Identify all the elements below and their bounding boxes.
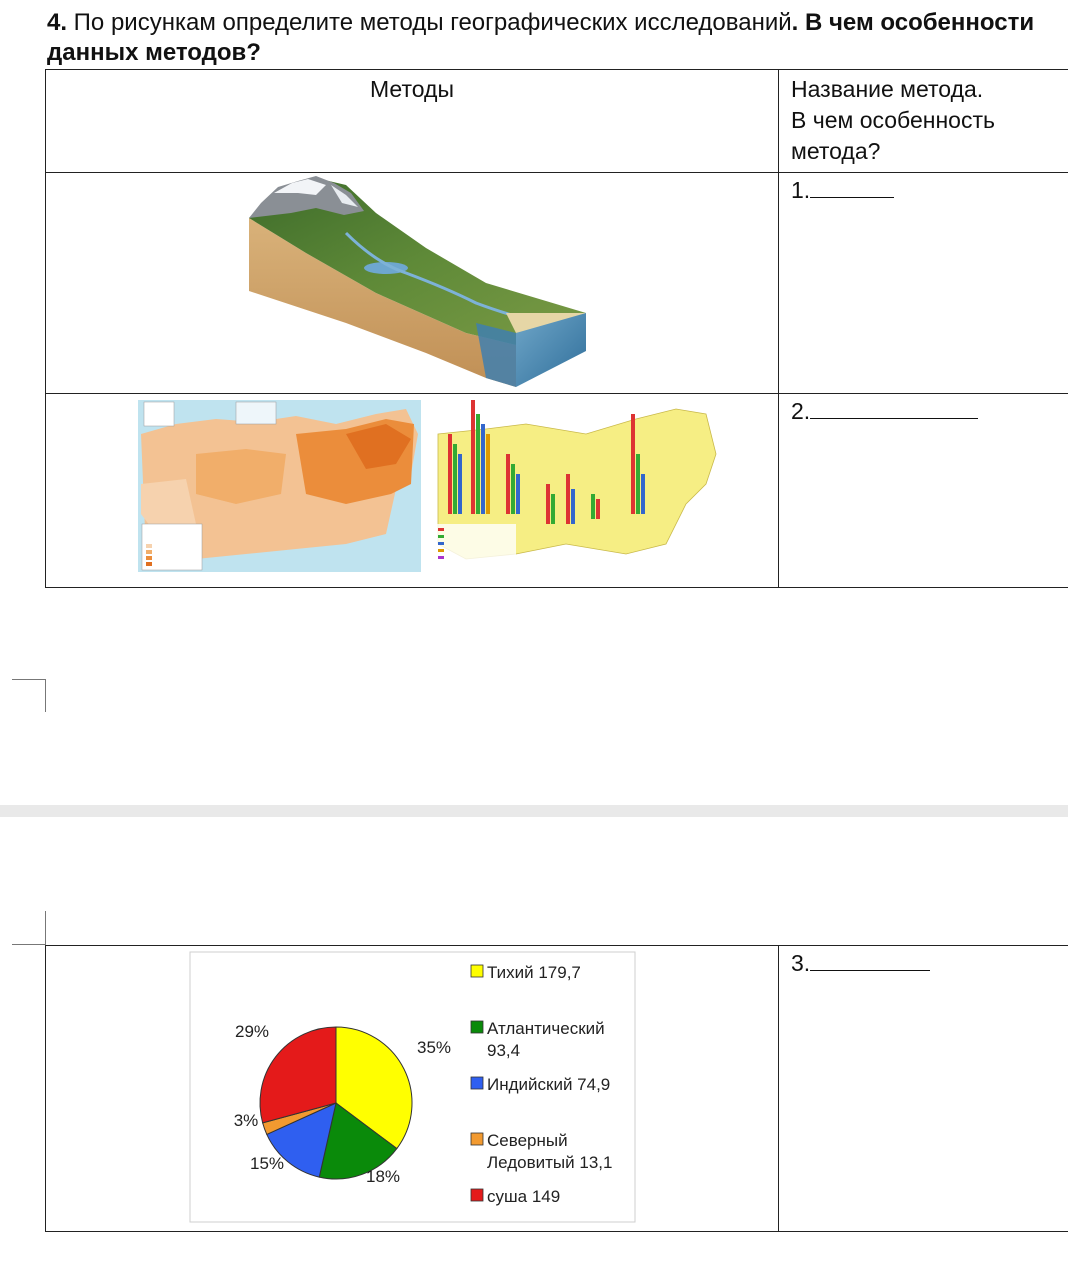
method-cell-1 <box>46 173 779 394</box>
legend-swatch <box>471 1189 483 1201</box>
legend-swatch <box>471 1133 483 1145</box>
question-bold: В чем особенности данных методов? <box>47 9 1035 66</box>
pie-percent-label: 18% <box>365 1167 401 1186</box>
method-cell-2 <box>46 394 779 588</box>
legend-label: Атлантический <box>487 1019 605 1038</box>
pie-chart <box>46 946 778 1230</box>
pie-percent-label: 15% <box>249 1154 285 1173</box>
legend-swatch <box>471 1021 483 1033</box>
methods-table <box>45 69 1068 588</box>
question-text <box>47 8 1047 68</box>
pie-percent-label: 35% <box>416 1038 452 1057</box>
methods-table-continued <box>45 945 1068 1232</box>
legend-swatch <box>471 965 483 977</box>
answer-label-2: 2. <box>791 398 811 424</box>
thematic-maps-image <box>46 394 778 586</box>
answer-line-2[interactable] <box>810 398 978 419</box>
header-answer-line2: В чем особенность <box>791 107 995 133</box>
question-body: По рисункам определите методы географических исследований <box>67 9 792 36</box>
question-number: 4. <box>47 9 68 36</box>
answer-cell-2[interactable] <box>779 394 1068 588</box>
header-answer-line3: метода? <box>791 138 881 164</box>
legend-label: Индийский 74,9 <box>487 1075 611 1094</box>
method-cell-3 <box>46 946 779 1232</box>
answer-line-3[interactable] <box>810 950 930 971</box>
legend-label: Тихий 179,7 <box>487 963 581 982</box>
legend-swatch <box>471 1077 483 1089</box>
answer-line-1[interactable] <box>810 177 894 198</box>
legend-label: Северный <box>487 1131 568 1150</box>
question-dot: . <box>791 9 799 36</box>
answer-cell-3[interactable] <box>779 946 1068 1232</box>
page-corner-mark <box>12 911 46 945</box>
header-answer-line1: Название метода. <box>791 76 984 102</box>
answer-cell-1[interactable] <box>779 173 1068 394</box>
legend-label-line2: 93,4 <box>487 1041 521 1060</box>
header-answer <box>779 70 1068 173</box>
pie-percent-label: 3% <box>233 1111 259 1130</box>
legend-label-line2: Ледовитый 13,1 <box>487 1153 613 1172</box>
page-corner-mark <box>12 679 46 712</box>
block-diagram-image <box>46 173 778 392</box>
header-methods: Методы <box>46 70 779 173</box>
answer-label-3: 3. <box>791 950 811 976</box>
legend-label: суша 149 <box>487 1187 561 1206</box>
pie-percent-label: 29% <box>234 1022 270 1041</box>
answer-label-1: 1. <box>791 177 811 203</box>
page-break <box>0 805 1068 817</box>
